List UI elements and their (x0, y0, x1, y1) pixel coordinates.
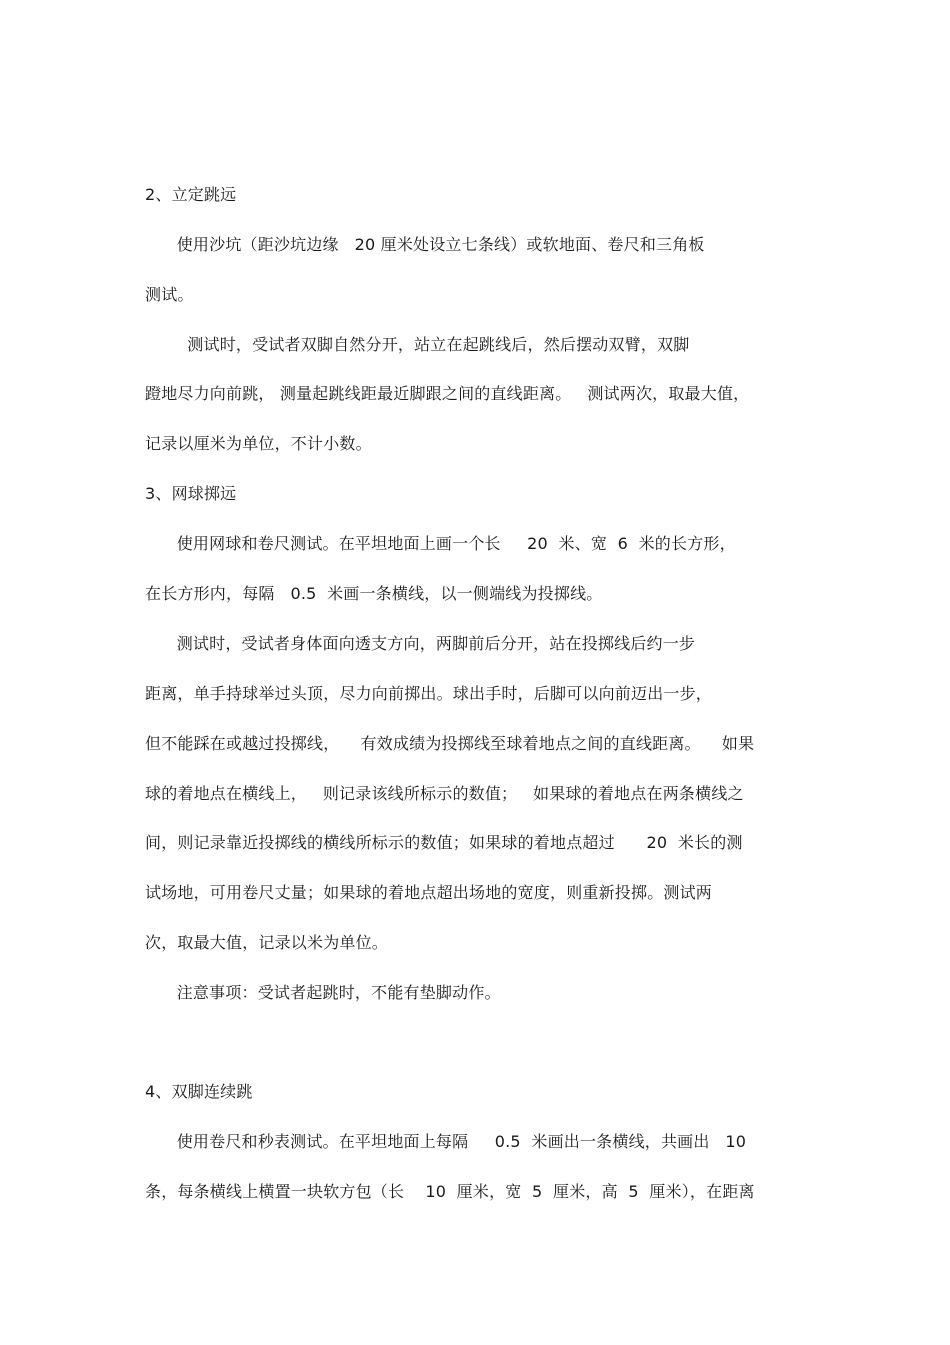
paragraph-line: 次，取最大值，记录以米为单位。 (145, 933, 389, 952)
paragraph-line: 距离，单手持球举过头顶，尽力向前掷出。球出手时，后脚可以向前迈出一步， (145, 684, 713, 703)
section-heading-tennis-throw: 3、网球掷远 (145, 484, 237, 503)
paragraph-line: 球的着地点在横线上， 则记录该线所标示的数值； 如果球的着地点在两条横线之 (145, 784, 744, 803)
section-heading-standing-long-jump: 2、立定跳远 (145, 185, 237, 204)
paragraph-line: 间，则记录靠近投掷线的横线所标示的数值；如果球的着地点超过 20 米长的测 (145, 833, 743, 852)
paragraph-line: 使用沙坑（距沙坑边缘 20 厘米处设立七条线）或软地面、卷尺和三角板 (145, 235, 705, 254)
note-line: 注意事项：受试者起跳时，不能有垫脚动作。 (145, 983, 501, 1002)
paragraph-line: 记录以厘米为单位，不计小数。 (145, 434, 372, 453)
paragraph-line: 条，每条横线上横置一块软方包（长 10 厘米，宽 5 厘米，高 5 厘米），在距离 (145, 1182, 755, 1201)
paragraph-line: 在长方形内，每隔 0.5 米画一条横线，以一侧端线为投掷线。 (145, 584, 603, 603)
section-heading-double-foot-jump: 4、双脚连续跳 (145, 1082, 253, 1101)
paragraph-line: 使用网球和卷尺测试。在平坦地面上画一个长 20 米、宽 6 米的长方形， (145, 534, 736, 553)
paragraph-line: 蹬地尽力向前跳， 测量起跳线距最近脚跟之间的直线距离。 测试两次，取最大值， (145, 384, 750, 403)
paragraph-line: 试场地，可用卷尺丈量；如果球的着地点超出场地的宽度，则重新投掷。测试两 (145, 883, 713, 902)
paragraph-line: 测试时，受试者双脚自然分开，站立在起跳线后，然后摆动双臂，双脚 (145, 335, 690, 354)
paragraph-line: 测试。 (145, 285, 194, 304)
paragraph-line: 但不能踩在或越过投掷线， 有效成绩为投掷线至球着地点之间的直线距离。 如果 (145, 734, 755, 753)
paragraph-line: 使用卷尺和秒表测试。在平坦地面上每隔 0.5 米画出一条横线，共画出 10 (145, 1132, 747, 1151)
paragraph-line: 测试时，受试者身体面向透支方向，两脚前后分开，站在投掷线后约一步 (145, 634, 696, 653)
